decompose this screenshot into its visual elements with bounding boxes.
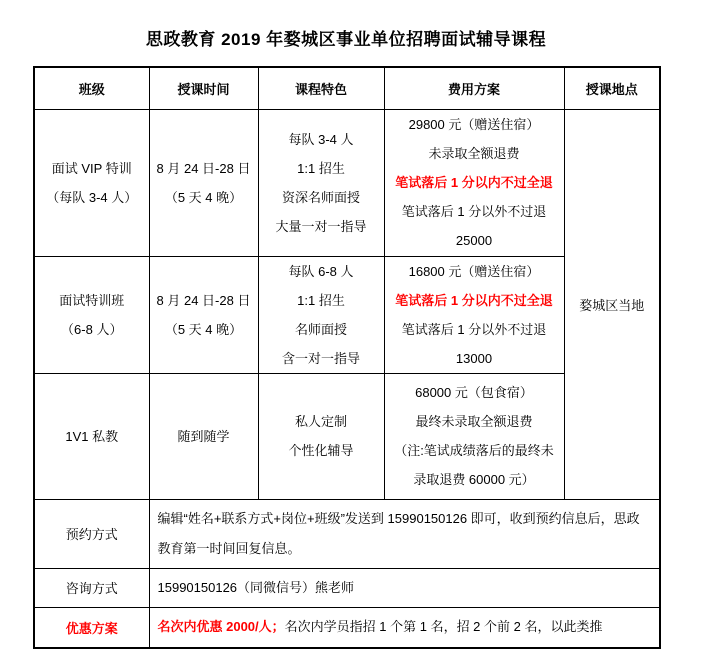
fee-line: 最终未录取全额退费 — [415, 414, 533, 429]
fee-line: 13000 — [455, 350, 493, 366]
feature-line: 个性化辅导 — [288, 443, 354, 458]
feature-line: 每队 6-8 人 — [288, 263, 354, 279]
features-cell — [258, 109, 384, 256]
info-row-discount — [34, 607, 660, 648]
fee-line: 未录取全额退费 — [428, 146, 520, 161]
features-cell — [258, 256, 384, 373]
class-cell — [34, 256, 149, 373]
info-label-cell: 优惠方案 — [34, 607, 149, 648]
info-content-cell: 15990150126（同微信号）熊老师 — [149, 568, 660, 607]
features-cell — [258, 373, 384, 499]
feature-line: 每队 3-4 人 — [288, 131, 354, 147]
feature-line: 私人定制 — [294, 414, 347, 429]
discount-rest: 名次内学员指招 1 个第 1 名，招 2 个前 2 名，以此类推 — [284, 619, 603, 635]
info-row-consult — [34, 568, 660, 607]
fee-line: 笔试落后 1 分以外不过退 — [401, 204, 547, 219]
fee-cell — [384, 373, 564, 499]
header-location: 授课地点 — [564, 67, 660, 109]
discount-highlight: 名次内优惠 2000/人； — [157, 619, 285, 635]
class-cell — [34, 109, 149, 256]
class-name-line: （6-8 人） — [61, 321, 123, 337]
feature-line: 含一对一指导 — [281, 350, 360, 366]
course-row-vip — [34, 109, 660, 256]
fee-line: 25000 — [455, 233, 493, 248]
header-row — [34, 67, 660, 109]
fee-line-highlight: 笔试落后 1 分以内不过全退 — [395, 292, 553, 308]
feature-line: 资深名师面授 — [281, 189, 360, 205]
fee-line: 录取退费 60000 元） — [413, 472, 535, 487]
info-row-booking — [34, 499, 660, 568]
time-line: （5 天 4 晚） — [164, 189, 243, 205]
time-line: 8 月 24 日-28 日 — [156, 292, 251, 308]
class-cell — [34, 373, 149, 499]
fee-line-highlight: 笔试落后 1 分以内不过全退 — [395, 175, 553, 190]
info-label-cell: 预约方式 — [34, 499, 149, 568]
fee-line: 29800 元（赠送住宿） — [408, 117, 540, 132]
fee-line: 笔试落后 1 分以外不过退 — [401, 321, 547, 337]
time-cell — [149, 373, 258, 499]
location-cell: 婺城区当地 — [564, 109, 660, 499]
fee-line: 16800 元（赠送住宿） — [408, 263, 540, 279]
info-label-cell: 咨询方式 — [34, 568, 149, 607]
class-name-line: （每队 3-4 人） — [46, 189, 138, 205]
feature-line: 1:1 招生 — [297, 160, 345, 176]
class-name-line: 面试特训班 — [59, 292, 125, 308]
fee-cell — [384, 109, 564, 256]
feature-line: 大量一对一指导 — [275, 218, 367, 234]
feature-line: 名师面授 — [294, 321, 347, 337]
fee-line: （注:笔试成绩落后的最终未 — [394, 443, 554, 458]
class-name-line: 面试 VIP 特训 — [51, 160, 132, 176]
time-cell — [149, 256, 258, 373]
info-content-cell — [149, 607, 660, 648]
time-line: 随到随学 — [177, 428, 230, 444]
header-time: 授课时间 — [149, 67, 258, 109]
fee-cell — [384, 256, 564, 373]
header-class: 班级 — [34, 67, 149, 109]
feature-line: 1:1 招生 — [297, 292, 345, 308]
time-line: 8 月 24 日-28 日 — [156, 160, 251, 176]
time-line: （5 天 4 晚） — [164, 321, 243, 337]
header-fee: 费用方案 — [384, 67, 564, 109]
page-title: 思政教育 2019 年婺城区事业单位招聘面试辅导课程 — [145, 30, 547, 49]
header-features: 课程特色 — [258, 67, 384, 109]
time-cell — [149, 109, 258, 256]
course-table — [33, 66, 661, 649]
class-name-line: 1V1 私教 — [65, 428, 119, 444]
info-content-cell: 编辑“姓名+联系方式+岗位+班级”发送到 15990150126 即可，收到预约信息后，思政教育第一时间回复信息。 — [149, 499, 660, 568]
fee-line: 68000 元（包食宿） — [415, 385, 533, 400]
